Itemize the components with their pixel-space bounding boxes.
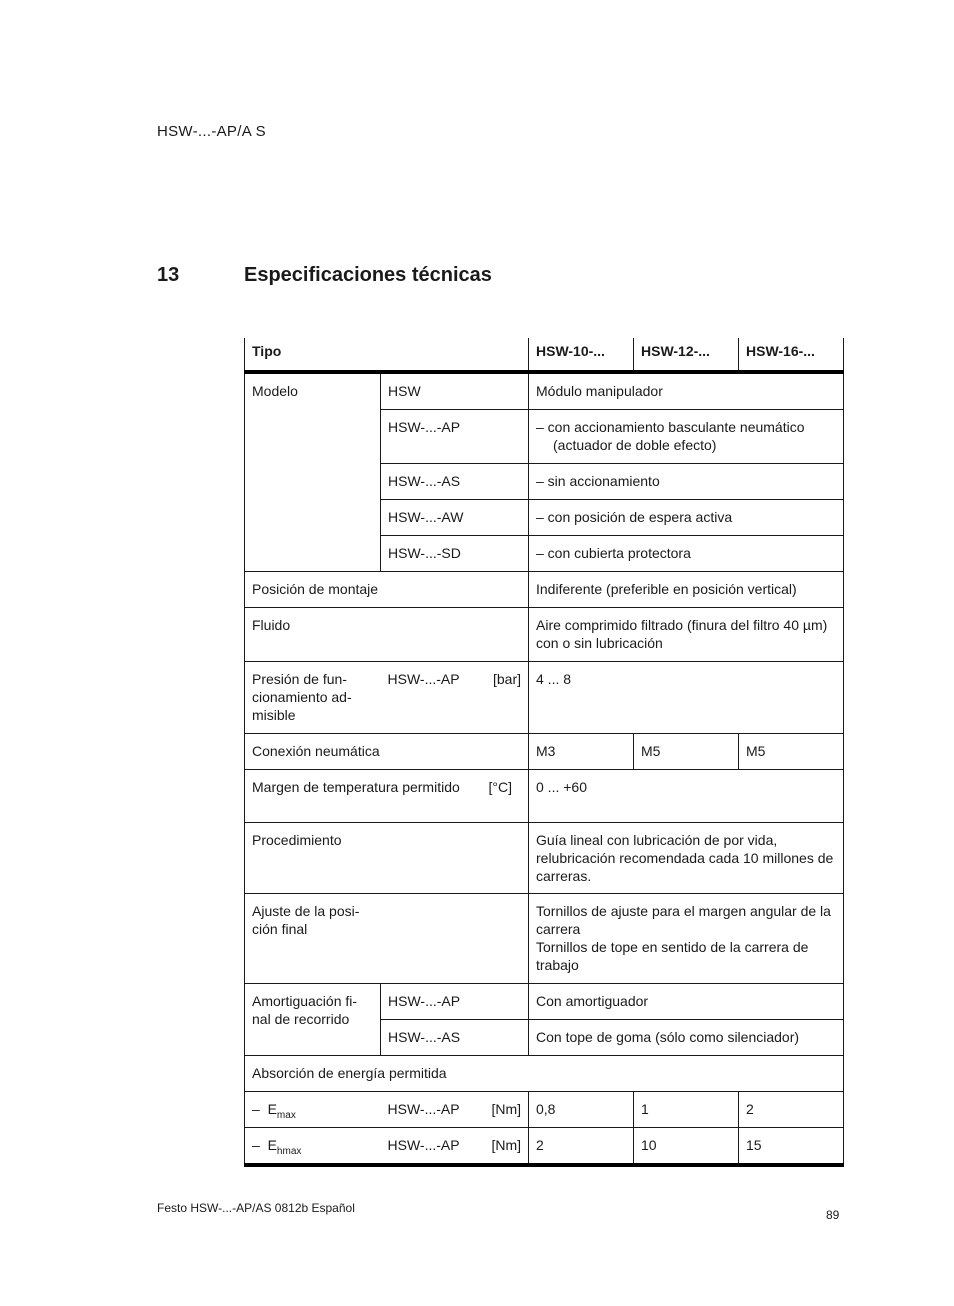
modelo-label: Modelo [245,372,381,572]
modelo-value: – sin accionamiento [529,464,844,500]
table-row [245,984,844,1020]
page-number: 89 [826,1208,840,1222]
posicion-montaje-value: Indiferente (preferible en posición vertical) [529,572,844,608]
posicion-montaje-label: Posición de montaje [245,572,529,608]
table-row [245,1056,844,1092]
emax-dash: – [252,1101,260,1117]
table-header-row [245,338,844,372]
emax-symbol: E [267,1101,277,1117]
table-row [245,1128,844,1166]
conexion-label: Conexión neumática [245,734,529,770]
header-type: Tipo [245,338,529,372]
emax-variant: HSW-...-AP [381,1092,482,1128]
modelo-variant: HSW-...-AS [381,464,529,500]
section-title: Especificaciones técnicas [244,264,492,286]
header-hsw-12: HSW-12-... [634,338,739,372]
presion-variant: HSW-...-AP [381,662,482,734]
conexion-hsw-10: M3 [529,734,634,770]
emax-hsw-16: 2 [739,1092,844,1128]
absorcion-label: Absorción de energía permitida [245,1056,844,1092]
spec-table [244,338,844,1167]
modelo-variant: HSW-...-AW [381,500,529,536]
ehmax-subscript: hmax [276,1145,302,1157]
section-number: 13 [157,264,180,286]
table-row [245,894,844,984]
ehmax-hsw-12: 10 [634,1128,739,1166]
modelo-value: – con posición de espera activa [529,500,844,536]
ehmax-hsw-10: 2 [529,1128,634,1166]
amortiguacion-label: Amortiguación fi-nal de recorrido [245,984,381,1056]
fluido-label: Fluido [245,608,529,662]
ehmax-unit: [Nm] [482,1128,529,1166]
header-hsw-10: HSW-10-... [529,338,634,372]
emax-unit: [Nm] [482,1092,529,1128]
emax-hsw-10: 0,8 [529,1092,634,1128]
table-row [245,662,844,734]
ehmax-label [245,1128,381,1166]
amortiguacion-value: Con tope de goma (sólo como silenciador) [529,1020,844,1056]
modelo-value: Módulo manipulador [529,372,844,410]
presion-value: 4 ... 8 [529,662,844,734]
modelo-variant: HSW-...-AP [381,410,529,464]
table-row [245,572,844,608]
ehmax-dash: – [252,1137,260,1153]
presion-label: Presión de fun-cionamiento ad-misible [245,662,381,734]
emax-subscript: max [276,1109,296,1121]
table-row [245,372,844,410]
table-row [245,1092,844,1128]
temperatura-value: 0 ... +60 [529,770,844,823]
ehmax-symbol: E [267,1137,277,1153]
ajuste-label: Ajuste de la posi-ción final [252,903,360,937]
emax-label [245,1092,381,1128]
temperatura-unit: [°C] [482,770,529,823]
fluido-value: Aire comprimido filtrado (finura del filtro 40 µm) con o sin lubricación [529,608,844,662]
temperatura-label: Margen de temperatura permitido [245,770,482,823]
ehmax-variant: HSW-...-AP [381,1128,482,1166]
ajuste-value-2: Tornillos de tope en sentido de la carrera de trabajo [536,939,809,973]
running-header: HSW-...-AP/A S [157,123,266,140]
modelo-value: – con accionamiento basculante neumático (actuador de doble efecto) [536,419,805,453]
conexion-hsw-16: M5 [739,734,844,770]
table-row [245,734,844,770]
amortiguacion-variant: HSW-...-AP [381,984,529,1020]
table-row [245,823,844,894]
presion-unit: [bar] [482,662,529,734]
conexion-hsw-12: M5 [634,734,739,770]
ehmax-hsw-16: 15 [739,1128,844,1166]
procedimiento-label: Procedimiento [245,823,529,894]
amortiguacion-variant: HSW-...-AS [381,1020,529,1056]
modelo-value: – con cubierta protectora [529,536,844,572]
footer-document-info: Festo HSW-...-AP/AS 0812b Español [157,1201,355,1215]
procedimiento-value: Guía lineal con lubricación de por vida, relubricación recomendada cada 10 millones de carreras. [529,823,844,894]
emax-hsw-12: 1 [634,1092,739,1128]
table-row [245,770,844,823]
modelo-variant: HSW-...-SD [381,536,529,572]
header-hsw-16: HSW-16-... [739,338,844,372]
table-row [245,608,844,662]
ajuste-value-1: Tornillos de ajuste para el margen angular de la carrera [536,903,831,937]
amortiguacion-value: Con amortiguador [529,984,844,1020]
modelo-variant: HSW [381,372,529,410]
